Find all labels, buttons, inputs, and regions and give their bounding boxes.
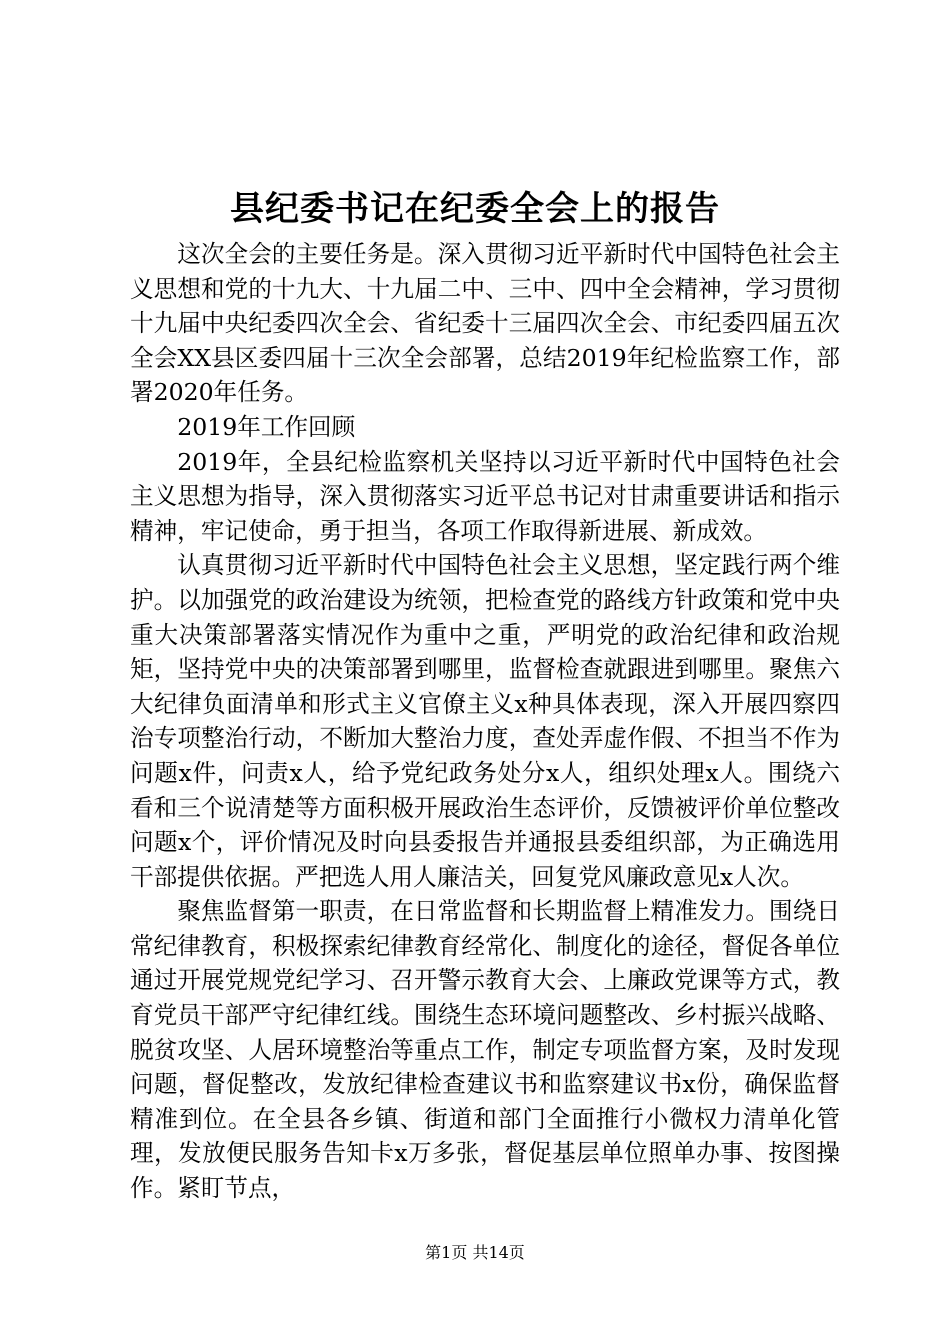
page-footer: 第1页 共14页 <box>425 1243 525 1262</box>
document-body <box>130 237 840 1206</box>
paragraph-intro: 这次全会的主要任务是。深入贯彻习近平新时代中国特色社会主义思想和党的十九大、十九届二中、三中、四中全会精神，学习贯彻十九届中央纪委四次全会、省纪委十三届四次全会、市纪委四届五次全会XX县区委四届十三次全会部署，总结2019年纪检监察工作，部署2020年任务。 <box>130 240 840 407</box>
paragraph-political-construction: 认真贯彻习近平新时代中国特色社会主义思想，坚定践行两个维护。以加强党的政治建设为统领，把检查党的路线方针政策和党中央重大决策部署落实情况作为重中之重，严明党的政治纪律和政治规矩，坚持党中央的决策部署到哪里，监督检查就跟进到哪里。聚焦六大纪律负面清单和形式主义官僚主义x种具体表现，深入开展四察四治专项整治行动，不断加大整治力度，查处弄虚作假、不担当不作为问题x件，问责x人，给予党纪政务处分x人，组织处理x人。围绕六看和三个说清楚等方面积极开展政治生态评价，反馈被评价单位整改问题x个，评价情况及时向县委报告并通报县委组织部，为正确选用干部提供依据。严把选人用人廉洁关，回复党风廉政意见x人次。 <box>130 551 840 891</box>
paragraph-2019-summary: 2019年，全县纪检监察机关坚持以习近平新时代中国特色社会主义思想为指导，深入贯彻落实习近平总书记对甘肃重要讲话和指示精神，牢记使命，勇于担当，各项工作取得新进展、新成效。 <box>130 447 840 545</box>
document-title: 县纪委书记在纪委全会上的报告 <box>230 189 720 229</box>
section-heading-2019-review: 2019年工作回顾 <box>177 412 356 441</box>
paragraph-supervision: 聚焦监督第一职责，在日常监督和长期监督上精准发力。围绕日常纪律教育，积极探索纪律教育经常化、制度化的途径，督促各单位通过开展党规党纪学习、召开警示教育大会、上廉政党课等方式，教育党员干部严守纪律红线。围绕生态环境问题整改、乡村振兴战略、脱贫攻坚、人居环境整治等重点工作，制定专项监督方案，及时发现问题，督促整改，发放纪律检查建议书和监察建议书x份，确保监督精准到位。在全县各乡镇、街道和部门全面推行小微权力清单化管理，发放便民服务告知卡x万多张，督促基层单位照单办事、按图操作。紧盯节点， <box>130 897 840 1203</box>
